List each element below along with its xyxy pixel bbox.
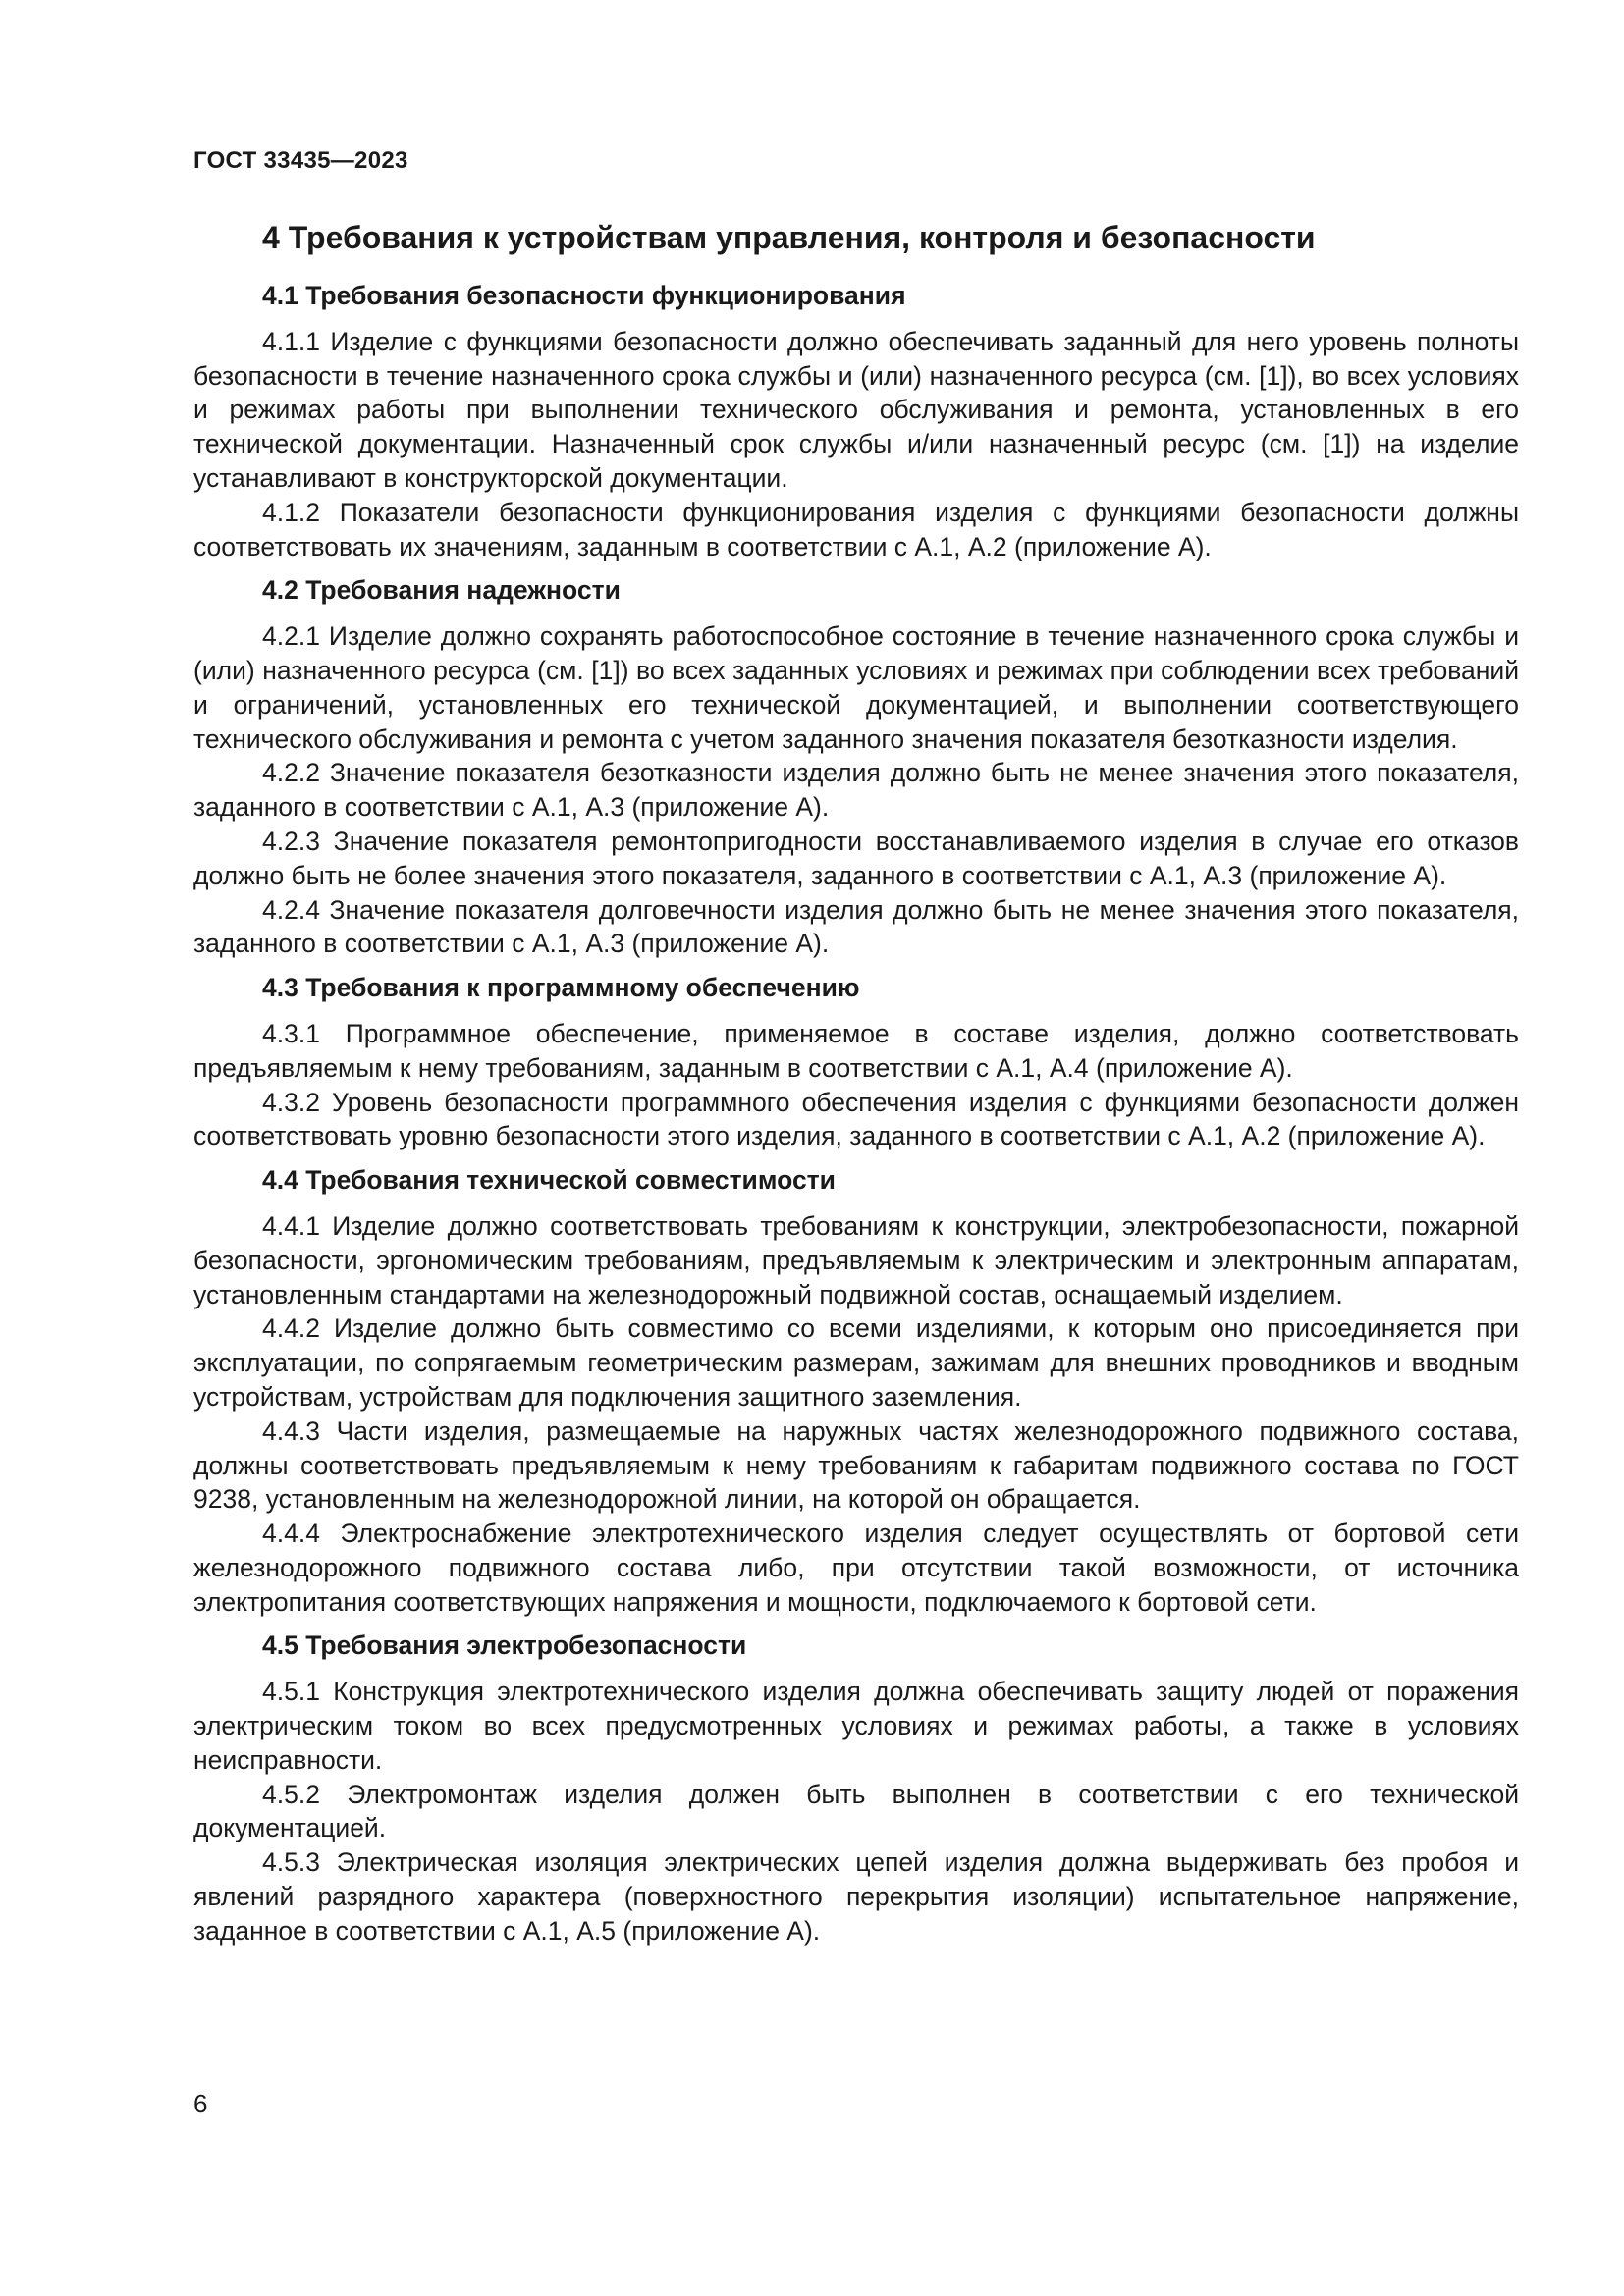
paragraph: 4.5.2 Электромонтаж изделия должен быть выполнен в соответствии с его технической документацией. xyxy=(193,1779,1519,1843)
paragraph: 4.4.2 Изделие должно быть совместимо со всеми изделиями, к которым оно присоединяется при эксплуатации, по сопрягаемым геометрическим размерам, зажимам для внешних проводников и вводным устройствам, устройствам для подключения защитного заземления. xyxy=(193,1313,1519,1412)
paragraph: 4.4.4 Электроснабжение электротехнического изделия следует осуществлять от бортовой сети железнодорожного подвижного состава либо, при отсутствии такой возможности, от источника электропитания соответствующих напряжения и мощности, подключаемого к бортовой сети. xyxy=(193,1519,1519,1617)
section-title: 4 Требования к устройствам управления, контроля и безопасности xyxy=(262,220,1316,255)
paragraph: 4.2.2 Значение показателя безотказности изделия должно быть не менее значения этого показателя, заданного в соответствии с А.1, А.3 (приложение А). xyxy=(193,758,1519,823)
subsection-4-4 xyxy=(193,1163,1519,1619)
subsection-4-5 xyxy=(193,1629,1519,1948)
subsection-title: 4.4 Требования технической совместимости xyxy=(262,1165,836,1196)
paragraph: 4.3.1 Программное обеспечение, применяемое в составе изделия, должно соответствовать предъявляемым к нему требованиям, заданным в соответствии с А.1, А.4 (приложение А). xyxy=(193,1018,1519,1083)
paragraph: 4.5.1 Конструкция электротехнического изделия должна обеспечивать защиту людей от поражения электрическим током во всех предусмотренных условиях и режимах работы, а также в условиях неисправности. xyxy=(193,1677,1519,1775)
paragraph: 4.2.4 Значение показателя долговечности изделия должно быть не менее значения этого показателя, заданного в соответствии с А.1, А.3 (приложение А). xyxy=(193,894,1519,959)
subsection-4-2 xyxy=(193,573,1519,961)
paragraph: 4.2.3 Значение показателя ремонтопригодности восстанавливаемого изделия в случае его отказов должно быть не более значения этого показателя, заданного в соответствии с А.1, А.3 (приложение А). xyxy=(193,826,1519,890)
paragraph: 4.1.1 Изделие с функциями безопасности должно обеспечивать заданный для него уровень полноты безопасности в течение назначенного срока службы и (или) назначенного ресурса (см. [1]), во всех условиях и режимах работы при выполнении технического обслуживания и ремонта, установленных в его технической документации. Назначенный срок службы и/или назначенный ресурс (см. [1]) на изделие устанавливают в конструкторской документации. xyxy=(193,326,1519,493)
subsection-title: 4.1 Требования безопасности функционирования xyxy=(262,281,906,310)
paragraph: 4.3.2 Уровень безопасности программного обеспечения изделия с функциями безопасности должен соответствовать уровню безопасности этого изделия, заданного в соответствии с А.1, А.2 (приложение А). xyxy=(193,1087,1519,1151)
paragraph: 4.5.3 Электрическая изоляция электрических цепей изделия должна выдерживать без пробоя и явлений разрядного характера (поверхностного перекрытия изоляции) испытательное напряжение, заданное в соответствии с А.1, А.5 (приложение А). xyxy=(193,1847,1519,1946)
subsection-title: 4.2 Требования надежности xyxy=(262,575,621,606)
subsection-4-3 xyxy=(193,971,1519,1153)
subsection-title: 4.5 Требования электробезопасности xyxy=(262,1630,747,1661)
subsection-4-1 xyxy=(193,279,1519,563)
paragraph: 4.2.1 Изделие должно сохранять работоспособное состояние в течение назначенного срока службы и (или) назначенного ресурса (см. [1]) во всех заданных условиях и режимах при соблюдении всех требований и ограничений, установленных его технической документацией, и выполнении соответствующего технического обслуживания и ремонта с учетом заданного значения показателя безотказности изделия. xyxy=(193,621,1519,754)
paragraph: 4.4.3 Части изделия, размещаемые на наружных частях железнодорожного подвижного состава, должны соответствовать предъявляемым к нему требованиям к габаритам подвижного состава по ГОСТ 9238, установленным на железнодорожной линии, на которой он обращается. xyxy=(193,1415,1519,1515)
paragraph: 4.4.1 Изделие должно соответствовать требованиям к конструкции, электробезопасности, пожарной безопасности, эргономическим требованиям, предъявляемым к электрическим и электронным аппаратам, установленным стандартами на железнодорожный подвижной состав, оснащаемый изделием. xyxy=(193,1210,1519,1309)
page-number: 6 xyxy=(193,2089,208,2118)
subsection-title: 4.3 Требования к программному обеспечению xyxy=(262,973,860,1003)
standard-code-header: ГОСТ 33435—2023 xyxy=(193,147,408,174)
document-body xyxy=(193,218,1519,1949)
paragraph: 4.1.2 Показатели безопасности функционирования изделия с функциями безопасности должны соответствовать их значениям, заданным в соответствии с А.1, А.2 (приложение А). xyxy=(193,497,1519,561)
